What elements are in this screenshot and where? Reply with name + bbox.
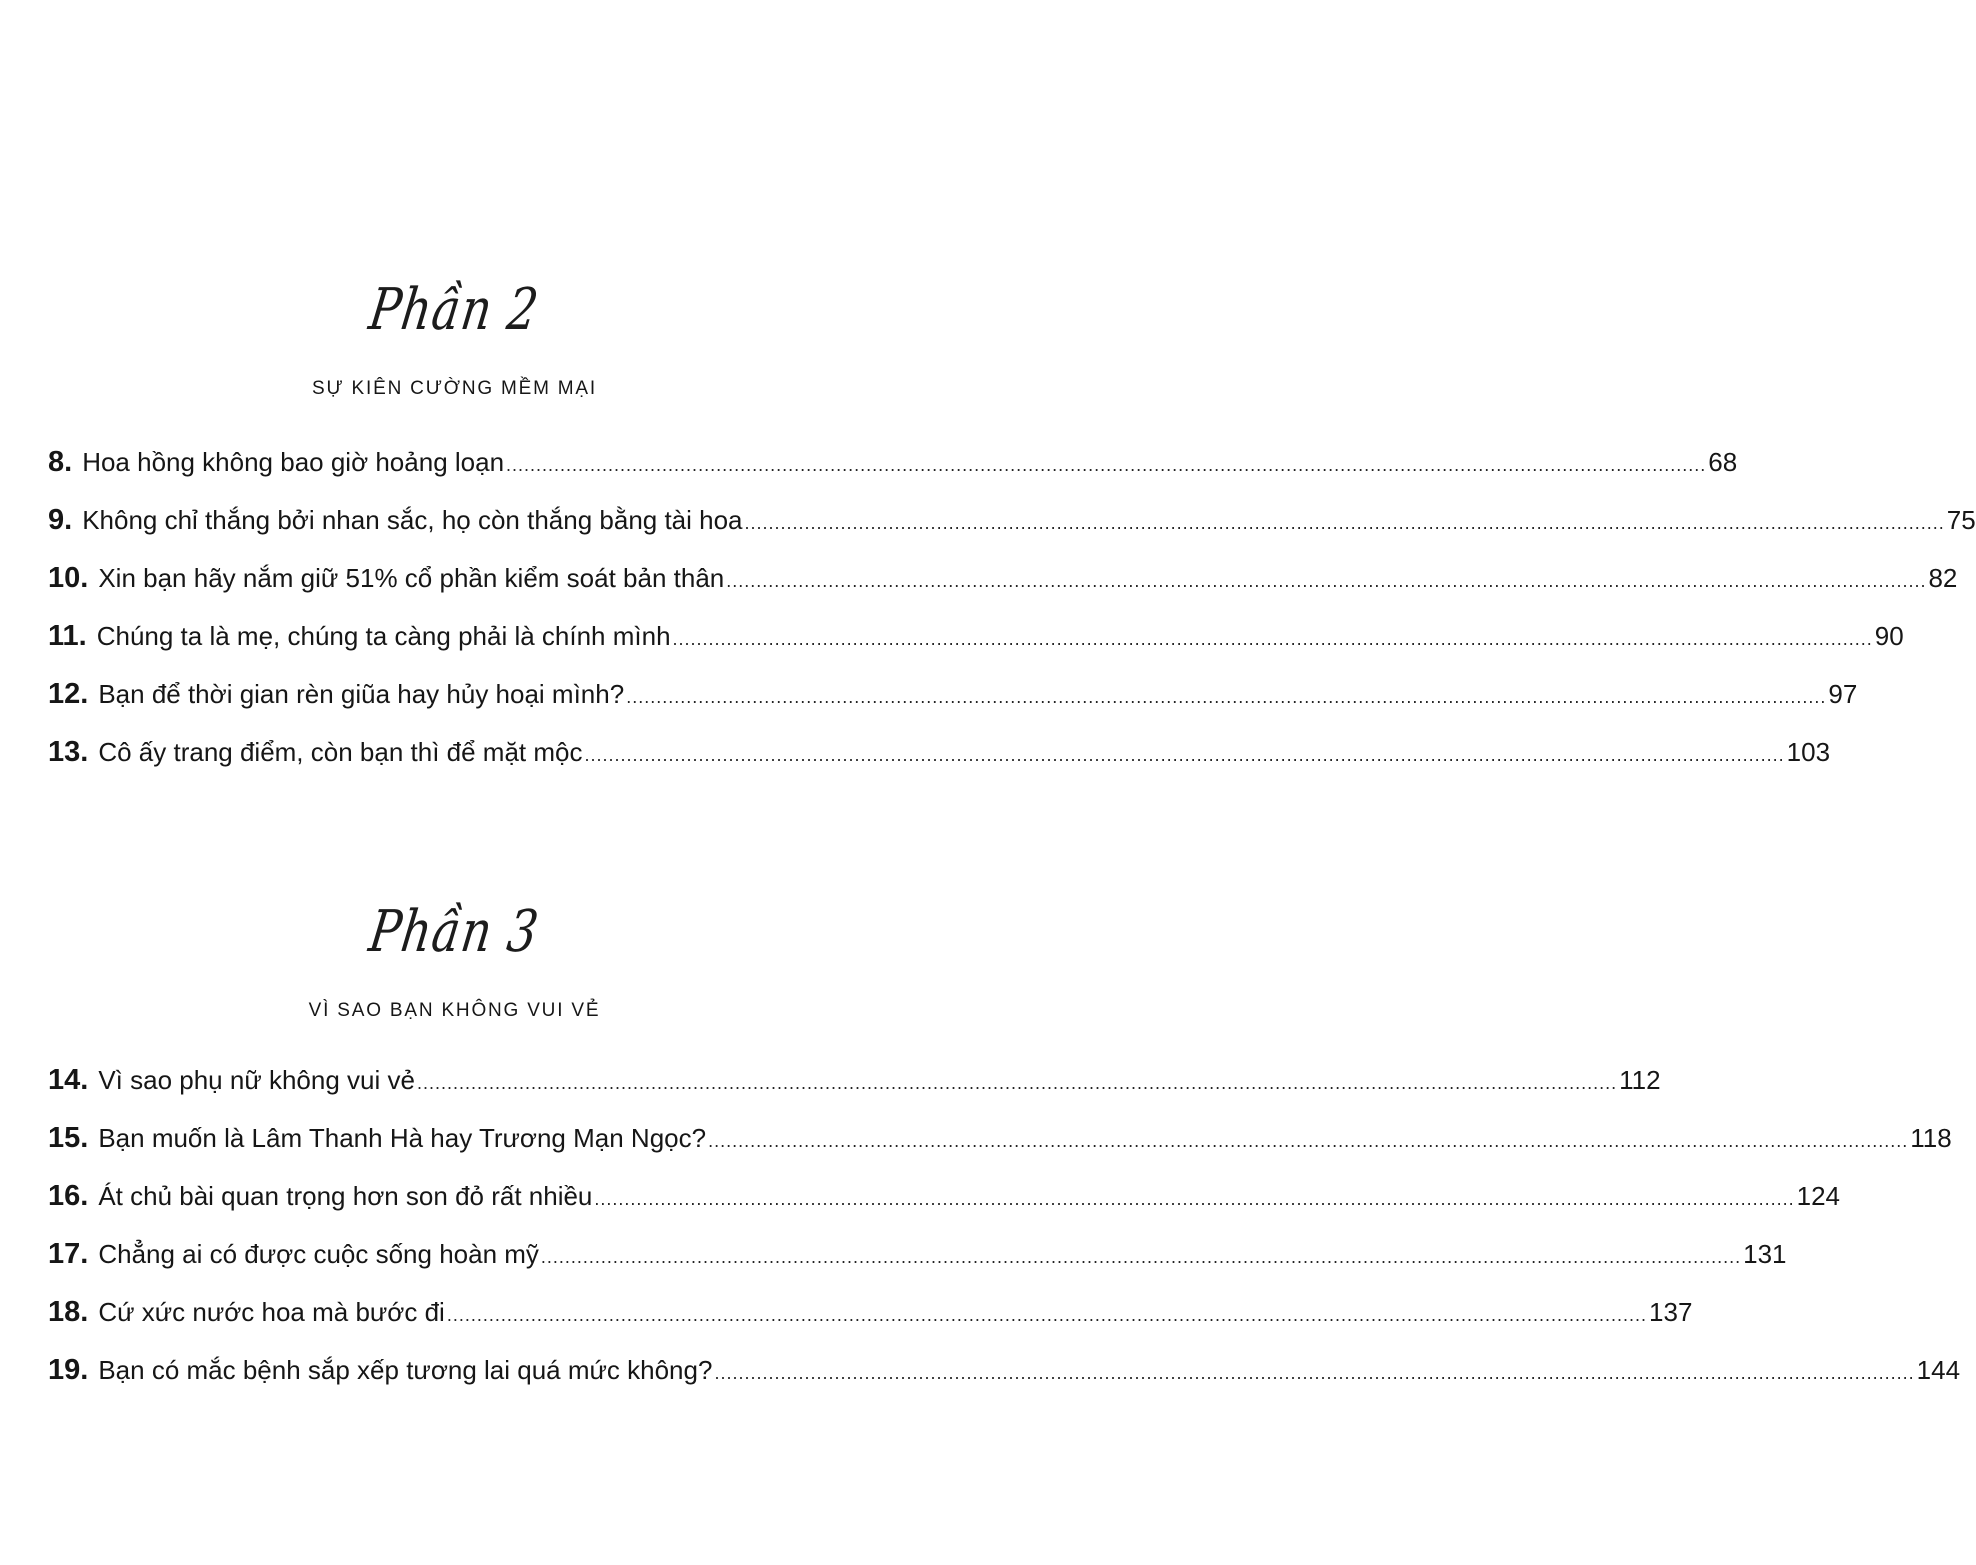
toc-leader-dots: ........................................................................................................................................................................................................ — [626, 687, 1827, 707]
part-2-header — [0, 275, 909, 343]
toc-entry-number: 19. — [48, 1354, 89, 1386]
toc-entry[interactable] — [48, 1122, 1952, 1180]
toc-entry-title: Át chủ bài quan trọng hơn son đỏ rất nhiều — [98, 1181, 593, 1211]
toc-entry-number: 9. — [48, 504, 73, 536]
toc-entry-title: Xin bạn hãy nắm giữ 51% cổ phần kiểm soát bản thân — [98, 563, 725, 593]
toc-entry[interactable] — [48, 504, 1976, 562]
toc-entry-page: 131 — [1743, 1239, 1787, 1269]
toc-entry[interactable] — [48, 736, 1831, 794]
toc-entry-number: 16. — [48, 1180, 89, 1212]
toc-leader-dots: ........................................................................................................................................................................................................ — [506, 455, 1707, 475]
toc-entry-page: 144 — [1916, 1355, 1961, 1385]
toc-entry-page: 124 — [1796, 1181, 1840, 1211]
toc-list-part-2 — [48, 446, 1976, 794]
toc-entry-title: Bạn muốn là Lâm Thanh Hà hay Trương Mạn Ngọc? — [98, 1123, 707, 1153]
toc-entry-title: Chúng ta là mẹ, chúng ta càng phải là chính mình — [96, 621, 671, 651]
toc-entry-page: 137 — [1649, 1297, 1693, 1327]
toc-entry-page: 118 — [1910, 1123, 1952, 1153]
toc-leader-dots: ........................................................................................................................................................................................................ — [672, 629, 1873, 649]
toc-entry-page: 97 — [1828, 679, 1858, 709]
part-2-heading-wrap — [0, 378, 909, 400]
toc-entry-number: 11. — [48, 620, 87, 652]
toc-entry-page: 68 — [1708, 447, 1738, 477]
toc-entry[interactable] — [48, 1064, 1661, 1122]
toc-leader-dots: ........................................................................................................................................................................................................ — [726, 571, 1927, 591]
toc-entry-title: Bạn có mắc bệnh sắp xếp tương lai quá mức không? — [98, 1355, 713, 1385]
part-3-heading: VÌ SAO BẠN KHÔNG VUI VẺ — [308, 1000, 601, 1021]
toc-leader-dots: ........................................................................................................................................................................................................ — [744, 513, 1945, 533]
toc-leader-dots: ........................................................................................................................................................................................................ — [708, 1131, 1909, 1151]
toc-entry-title: Hoa hồng không bao giờ hoảng loạn — [82, 447, 505, 477]
toc-entry[interactable] — [48, 620, 1904, 678]
toc-entry-number: 12. — [48, 678, 89, 710]
toc-entry[interactable] — [48, 1296, 1693, 1354]
toc-entry[interactable] — [48, 1238, 1787, 1296]
toc-entry[interactable] — [48, 678, 1858, 736]
toc-entry-title: Không chỉ thắng bởi nhan sắc, họ còn thắng bằng tài hoa — [82, 505, 743, 535]
toc-leader-dots: ........................................................................................................................................................................................................ — [594, 1189, 1795, 1209]
toc-leader-dots: ........................................................................................................................................................................................................ — [540, 1247, 1742, 1267]
toc-entry-number: 8. — [48, 446, 73, 478]
toc-entry-number: 10. — [48, 562, 89, 594]
toc-entry-page: 112 — [1619, 1065, 1661, 1095]
toc-entry-number: 17. — [48, 1238, 89, 1270]
toc-entry-title: Cô ấy trang điểm, còn bạn thì để mặt mộc — [98, 737, 583, 767]
toc-entry-page: 75 — [1946, 505, 1976, 535]
toc-entry-number: 13. — [48, 736, 89, 768]
toc-entry[interactable] — [48, 446, 1738, 504]
toc-entry-number: 14. — [48, 1064, 89, 1096]
toc-leader-dots: ........................................................................................................................................................................................................ — [416, 1073, 1618, 1093]
toc-leader-dots: ........................................................................................................................................................................................................ — [584, 745, 1785, 765]
toc-entry-number: 18. — [48, 1296, 89, 1328]
toc-entry-title: Cứ xức nước hoa mà bước đi — [98, 1297, 445, 1327]
toc-entry-page: 82 — [1928, 563, 1958, 593]
toc-leader-dots: ........................................................................................................................................................................................................ — [714, 1363, 1915, 1383]
toc-leader-dots: ........................................................................................................................................................................................................ — [446, 1305, 1648, 1325]
part-3-heading-wrap — [0, 1000, 909, 1022]
part-3-header — [0, 897, 909, 965]
part-3-script-label: Phần 3 — [365, 897, 544, 965]
part-2-heading: SỰ KIÊN CƯỜNG MỀM MẠI — [311, 378, 597, 399]
toc-entry-page: 103 — [1786, 737, 1831, 767]
toc-entry[interactable] — [48, 1180, 1840, 1238]
toc-entry-title: Bạn để thời gian rèn giũa hay hủy hoại mình? — [98, 679, 625, 709]
toc-entry-number: 15. — [48, 1122, 89, 1154]
toc-entry[interactable] — [48, 1354, 1961, 1412]
toc-list-part-3 — [48, 1064, 1961, 1412]
toc-entry[interactable] — [48, 562, 1958, 620]
toc-entry-title: Chẳng ai có được cuộc sống hoàn mỹ — [98, 1239, 539, 1269]
toc-entry-title: Vì sao phụ nữ không vui vẻ — [98, 1065, 415, 1095]
toc-entry-page: 90 — [1874, 621, 1904, 651]
part-2-script-label: Phần 2 — [365, 275, 544, 343]
